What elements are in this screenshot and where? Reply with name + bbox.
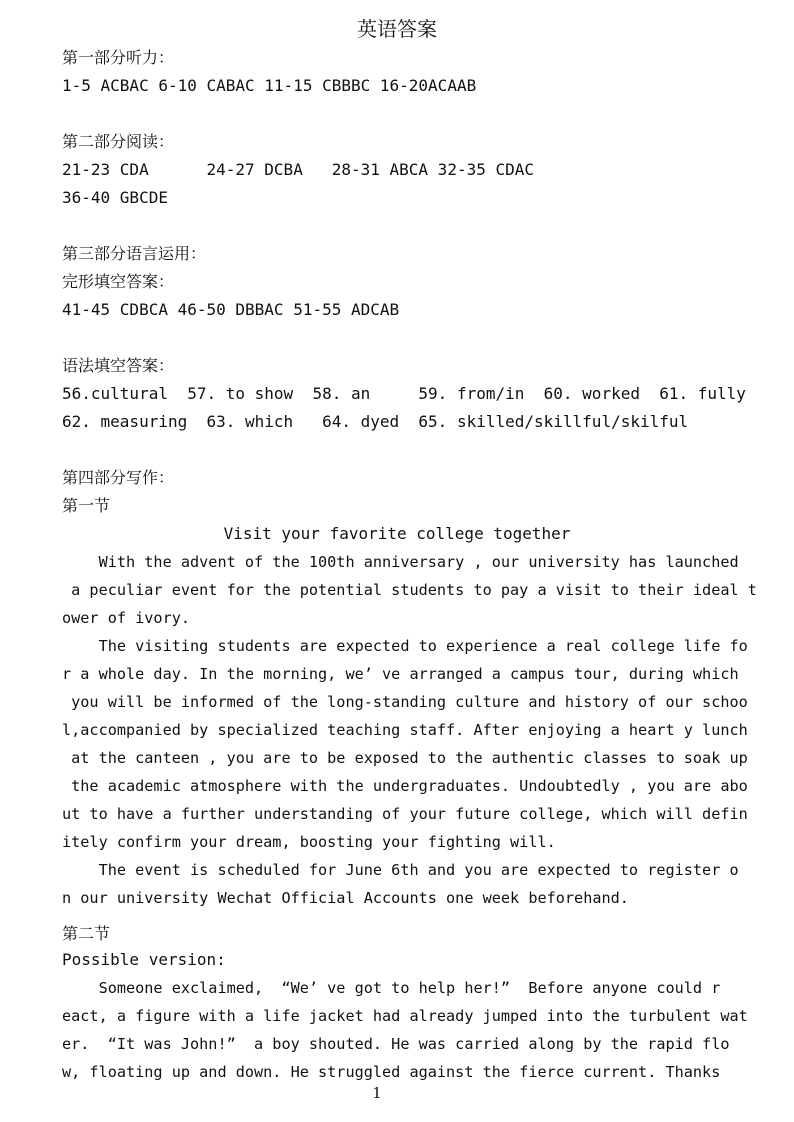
essay-line: the academic atmosphere with the undergraduates. Undoubtedly , you are abo [62, 777, 748, 795]
possible-version-label: Possible version: [62, 950, 226, 969]
essay-line: a peculiar event for the potential students to pay a visit to their ideal t [62, 581, 757, 599]
section1-heading: 第一节 [62, 496, 111, 515]
essay-line: itely confirm your dream, boosting your fighting will. [62, 833, 556, 851]
page-title: 英语答案 [357, 17, 437, 41]
story-line: w, floating up and down. He struggled against the fierce current. Thanks [62, 1063, 721, 1081]
page-number: 1 [372, 1084, 382, 1102]
essay-line: ower of ivory. [62, 609, 191, 627]
essay-line: l,accompanied by specialized teaching staff. After enjoying a heart y lunch [62, 721, 748, 739]
essay-line: at the canteen , you are to be exposed to the authentic classes to soak up [62, 749, 748, 767]
essay-line: The event is scheduled for June 6th and you are expected to register o [62, 861, 739, 879]
part2-answers-line2: 36-40 GBCDE [62, 188, 168, 207]
story-line: Someone exclaimed, “We’ ve got to help her!” Before anyone could r [62, 979, 721, 997]
essay-line: ut to have a further understanding of your future college, which will defin [62, 805, 748, 823]
part3-heading: 第三部分语言运用： [62, 244, 207, 263]
essay-line: n our university Wechat Official Accounts one week beforehand. [62, 889, 629, 907]
story-line: er. “It was John!” a boy shouted. He was carried along by the rapid flo [62, 1035, 730, 1053]
part2-answers-line1: 21-23 CDA 24-27 DCBA 28-31 ABCA 32-35 CDAC [62, 160, 535, 179]
part2-heading: 第二部分阅读： [62, 132, 175, 151]
essay-line: you will be informed of the long-standing culture and history of our schoo [62, 693, 748, 711]
essay-line: r a whole day. In the morning, we’ ve arranged a campus tour, during which [62, 665, 739, 683]
grammar-heading: 语法填空答案： [62, 356, 175, 375]
grammar-answers-line1: 56.cultural 57. to show 58. an 59. from/in 60. worked 61. fully [62, 384, 746, 403]
story-line: eact, a figure with a life jacket had already jumped into the turbulent wat [62, 1007, 748, 1025]
grammar-answers-line2: 62. measuring 63. which 64. dyed 65. skilled/skillful/skilful [62, 412, 689, 431]
part1-answers: 1-5 ACBAC 6-10 CABAC 11-15 CBBBC 16-20ACAAB [62, 76, 477, 95]
essay-line: The visiting students are expected to experience a real college life fo [62, 637, 748, 655]
cloze-heading: 完形填空答案： [62, 272, 175, 291]
part1-heading: 第一部分听力： [62, 48, 175, 67]
cloze-answers: 41-45 CDBCA 46-50 DBBAC 51-55 ADCAB [62, 300, 400, 319]
part4-heading: 第四部分写作： [62, 468, 175, 487]
essay-title: Visit your favorite college together [223, 524, 571, 543]
essay-line: With the advent of the 100th anniversary , our university has launched [62, 553, 739, 571]
section2-heading: 第二节 [62, 924, 111, 943]
